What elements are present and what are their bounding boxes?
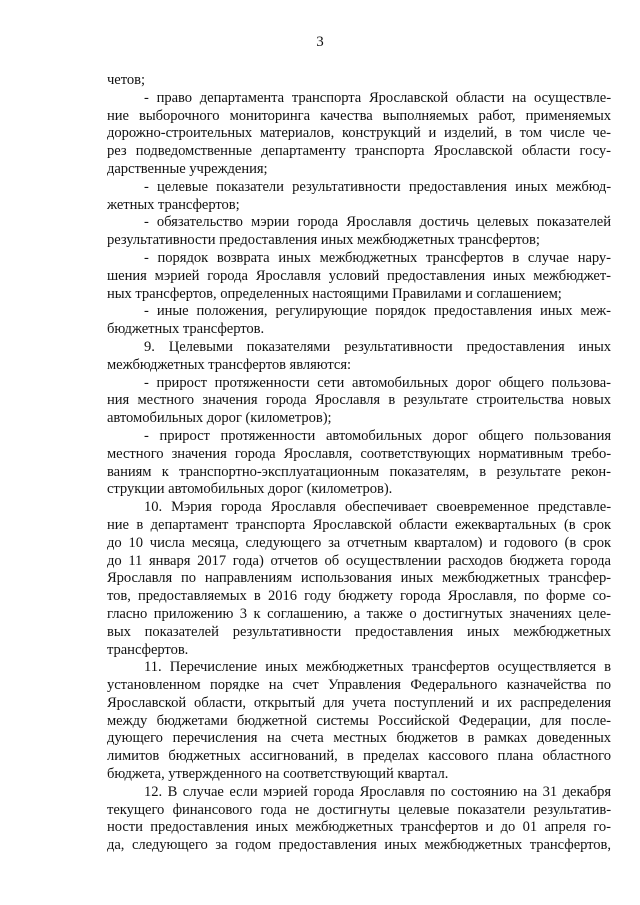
text-line: - порядок возврата иных межбюджетных трансфертов в случае нару- xyxy=(144,249,611,266)
page-number: 3 xyxy=(316,34,324,50)
paragraph-item-12 xyxy=(107,784,611,855)
text-line: 10. Мэрия города Ярославля обеспечивает своевременное представле- xyxy=(144,499,611,516)
text-line: Ярославской области, открытый для учета поступлений и их распределения xyxy=(107,694,611,711)
text-line: 11. Перечисление иных межбюджетных трансфертов осуществляется в xyxy=(144,659,611,676)
text-line: трансфертов. xyxy=(107,641,189,658)
text-line: бюджетных трансфертов. xyxy=(107,321,265,338)
text-line: рез подведомственные департаменту транспорта Ярославской области госу- xyxy=(107,143,611,160)
text-line: 9. Целевыми показателями результативности предоставления иных xyxy=(144,338,611,355)
text-line: жетных трансфертов; xyxy=(107,196,240,213)
text-line: да, следующего за годом предоставления иных межбюджетных трансфертов, xyxy=(107,837,611,854)
paragraph-return-procedure xyxy=(107,250,611,303)
text-line: - прирост протяженности автомобильных дорог общего пользования xyxy=(144,427,611,444)
paragraph-other-provisions xyxy=(107,303,611,339)
text-line: - право департамента транспорта Ярославской области на осуществле- xyxy=(144,89,611,106)
text-line: результативности предоставления иных межбюджетных трансфертов; xyxy=(107,232,540,249)
text-line: ние выборочного мониторинга качества выполняемых работ, применяемых xyxy=(107,107,611,124)
text-line: четов; xyxy=(107,72,145,88)
text-line: вых показателей результативности предоставления иных межбюджетных xyxy=(107,623,611,640)
paragraph-target-indicators xyxy=(107,179,611,215)
text-line: - прирост протяженности сети автомобильных дорог общего пользова- xyxy=(144,374,611,391)
paragraph-road-growth-standards xyxy=(107,428,611,499)
text-line: автомобильных дорог (километров); xyxy=(107,410,332,427)
text-line: дарственные учреждения; xyxy=(107,160,268,177)
text-line: Ярославля по направлениям использования иных межбюджетных трансфер- xyxy=(107,570,611,587)
text-line: установленном порядке на счет Управления Федерального казначейства по xyxy=(107,677,611,694)
text-line: дующего перечисления на счета местных бюджетов в рамках доведенных xyxy=(107,730,611,747)
text-line: - целевые показатели результативности предоставления иных межбюд- xyxy=(144,178,611,195)
text-line: межбюджетных трансфертов являются: xyxy=(107,356,351,373)
text-line: текущего финансового года не достигнуты целевые показатели результатив- xyxy=(107,801,611,818)
document-body xyxy=(107,72,611,855)
text-line: шения мэрией города Ярославля условий предоставления иных межбюджет- xyxy=(107,267,611,284)
text-line: - обязательство мэрии города Ярославля достичь целевых показателей xyxy=(144,214,611,231)
text-line: бюджета, утвержденного на соответствующий квартал. xyxy=(107,766,449,783)
paragraph-item-9 xyxy=(107,339,611,375)
text-line: ваниям к транспортно-эксплуатационным показателям, в результате рекон- xyxy=(107,463,611,480)
paragraph-item-11 xyxy=(107,659,611,784)
text-line: - иные положения, регулирующие порядок предоставления иных меж- xyxy=(144,303,611,320)
text-line: местного значения города Ярославля, соответствующих нормативным требо- xyxy=(107,445,611,462)
text-line: до 11 января 2017 года) отчетов об осуществлении расходов бюджета города xyxy=(107,552,611,569)
paragraph-continued-reports xyxy=(107,72,611,90)
text-line: между бюджетами бюджетной системы Российской Федерации, для после- xyxy=(107,712,611,729)
text-line: тов, предоставляемых в 2016 году бюджету города Ярославля, по форме со- xyxy=(107,588,611,605)
text-line: ние в департамент транспорта Ярославской области ежеквартальных (в срок xyxy=(107,516,611,533)
text-line: дорожно-строительных материалов, конструкций и изделий, в том числе че- xyxy=(107,125,611,142)
text-line: ности предоставления иных межбюджетных трансфертов и до 01 апреля го- xyxy=(107,819,611,836)
text-line: ния местного значения города Ярославля в результате строительства новых xyxy=(107,392,611,409)
text-line: ных трансфертов, определенных настоящими Правилами и соглашением; xyxy=(107,285,562,302)
text-line: до 10 числа месяца, следующего за отчетным кварталом) и годового (в срок xyxy=(107,534,611,551)
text-line: лимитов бюджетных ассигнований, в пределах кассового плана областного xyxy=(107,748,611,765)
text-line: гласно приложению 3 к соглашению, а также о достигнутых значениях целе- xyxy=(107,605,611,622)
text-line: струкции автомобильных дорог (километров). xyxy=(107,481,393,498)
paragraph-item-10 xyxy=(107,499,611,659)
paragraph-road-growth-new xyxy=(107,375,611,428)
paragraph-monitoring-right xyxy=(107,90,611,179)
text-line: 12. В случае если мэрией города Ярославля по состоянию на 31 декабря xyxy=(144,783,611,800)
paragraph-mayor-obligation xyxy=(107,214,611,250)
